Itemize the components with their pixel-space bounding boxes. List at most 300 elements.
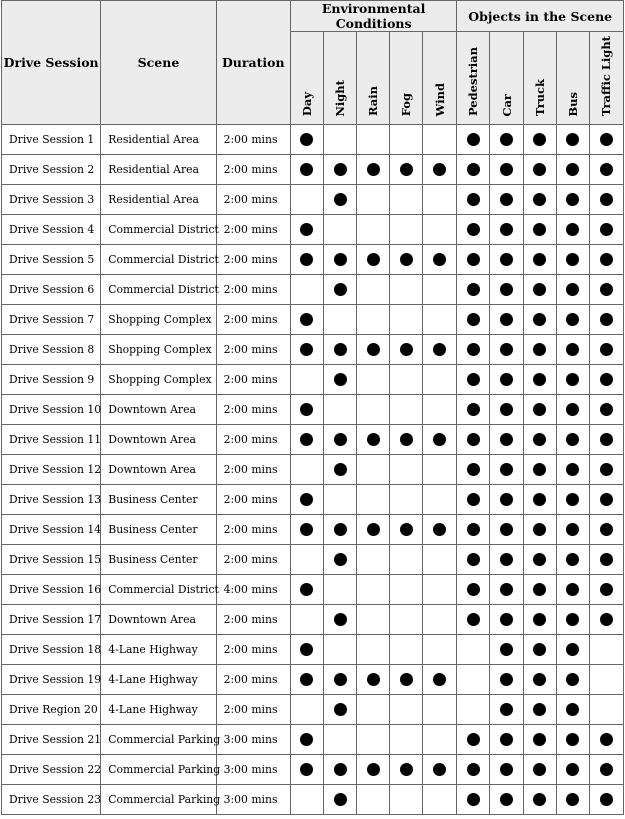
header-condition-day: [290, 32, 323, 125]
cell-condition-day: [290, 575, 323, 605]
filled-dot-icon: [467, 763, 480, 776]
filled-dot-icon: [300, 253, 313, 266]
cell-object-bus: [556, 125, 589, 155]
filled-dot-icon: [533, 253, 546, 266]
cell-object-bus: [556, 245, 589, 275]
cell-object-pedestrian: [457, 395, 490, 425]
cell-object-traffic-light: [589, 545, 623, 575]
cell-condition-rain: [357, 335, 390, 365]
filled-dot-icon: [467, 433, 480, 446]
filled-dot-icon: [467, 793, 480, 806]
cell-object-pedestrian: [457, 125, 490, 155]
cell-object-pedestrian: [457, 785, 490, 815]
filled-dot-icon: [533, 703, 546, 716]
cell-object-pedestrian: [457, 335, 490, 365]
header-condition-night: [323, 32, 356, 125]
filled-dot-icon: [367, 343, 380, 356]
cell-object-truck: [523, 125, 556, 155]
cell-condition-day: [290, 245, 323, 275]
table-row: [2, 695, 624, 725]
cell-scene: Commercial District: [101, 245, 216, 275]
filled-dot-icon: [533, 193, 546, 206]
cell-condition-night: [323, 395, 356, 425]
filled-dot-icon: [400, 763, 413, 776]
cell-condition-rain: [357, 605, 390, 635]
cell-object-traffic-light: [589, 395, 623, 425]
filled-dot-icon: [433, 433, 446, 446]
filled-dot-icon: [533, 283, 546, 296]
cell-condition-wind: [423, 635, 457, 665]
cell-object-pedestrian: [457, 575, 490, 605]
cell-condition-night: [323, 155, 356, 185]
cell-condition-wind: [423, 485, 457, 515]
filled-dot-icon: [566, 343, 579, 356]
cell-object-bus: [556, 215, 589, 245]
cell-drive-session: Drive Session 17: [2, 605, 101, 635]
filled-dot-icon: [467, 253, 480, 266]
filled-dot-icon: [467, 223, 480, 236]
cell-object-traffic-light: [589, 275, 623, 305]
filled-dot-icon: [500, 643, 513, 656]
cell-scene: Commercial Parking: [101, 785, 216, 815]
filled-dot-icon: [300, 763, 313, 776]
cell-object-traffic-light: [589, 185, 623, 215]
cell-condition-night: [323, 335, 356, 365]
filled-dot-icon: [533, 613, 546, 626]
cell-object-traffic-light: [589, 455, 623, 485]
cell-scene: Commercial Parking: [101, 755, 216, 785]
header-object-traffic-light: [589, 32, 623, 125]
filled-dot-icon: [334, 463, 347, 476]
filled-dot-icon: [600, 553, 613, 566]
cell-drive-session: Drive Session 12: [2, 455, 101, 485]
cell-object-truck: [523, 155, 556, 185]
filled-dot-icon: [566, 733, 579, 746]
cell-condition-rain: [357, 695, 390, 725]
filled-dot-icon: [600, 493, 613, 506]
filled-dot-icon: [566, 703, 579, 716]
filled-dot-icon: [334, 703, 347, 716]
cell-condition-day: [290, 215, 323, 245]
cell-object-car: [490, 425, 523, 455]
filled-dot-icon: [566, 283, 579, 296]
filled-dot-icon: [533, 223, 546, 236]
cell-condition-fog: [390, 125, 423, 155]
cell-object-bus: [556, 155, 589, 185]
filled-dot-icon: [500, 613, 513, 626]
filled-dot-icon: [500, 313, 513, 326]
filled-dot-icon: [300, 403, 313, 416]
filled-dot-icon: [600, 193, 613, 206]
filled-dot-icon: [400, 163, 413, 176]
cell-condition-night: [323, 725, 356, 755]
cell-condition-wind: [423, 425, 457, 455]
cell-object-bus: [556, 335, 589, 365]
table-row: [2, 275, 624, 305]
cell-condition-rain: [357, 245, 390, 275]
cell-object-car: [490, 455, 523, 485]
cell-condition-night: [323, 245, 356, 275]
filled-dot-icon: [533, 673, 546, 686]
cell-object-car: [490, 575, 523, 605]
cell-condition-day: [290, 185, 323, 215]
table-row: [2, 185, 624, 215]
filled-dot-icon: [600, 133, 613, 146]
filled-dot-icon: [533, 133, 546, 146]
header-object-label: Car: [499, 93, 514, 117]
header-scene: Scene: [101, 1, 216, 125]
header-condition-wind: [423, 32, 457, 125]
cell-condition-fog: [390, 335, 423, 365]
cell-condition-wind: [423, 245, 457, 275]
filled-dot-icon: [433, 343, 446, 356]
cell-condition-rain: [357, 665, 390, 695]
cell-object-traffic-light: [589, 485, 623, 515]
cell-condition-fog: [390, 365, 423, 395]
filled-dot-icon: [500, 763, 513, 776]
filled-dot-icon: [566, 553, 579, 566]
cell-scene: Residential Area: [101, 155, 216, 185]
filled-dot-icon: [400, 433, 413, 446]
filled-dot-icon: [500, 223, 513, 236]
cell-condition-fog: [390, 275, 423, 305]
table-row: [2, 665, 624, 695]
cell-object-truck: [523, 185, 556, 215]
cell-duration: 2:00 mins: [216, 215, 290, 245]
filled-dot-icon: [433, 763, 446, 776]
cell-condition-wind: [423, 395, 457, 425]
cell-drive-session: Drive Session 6: [2, 275, 101, 305]
filled-dot-icon: [467, 583, 480, 596]
cell-object-bus: [556, 365, 589, 395]
filled-dot-icon: [533, 343, 546, 356]
cell-condition-night: [323, 455, 356, 485]
filled-dot-icon: [533, 643, 546, 656]
cell-condition-night: [323, 425, 356, 455]
filled-dot-icon: [533, 403, 546, 416]
filled-dot-icon: [300, 523, 313, 536]
cell-condition-night: [323, 755, 356, 785]
cell-object-truck: [523, 215, 556, 245]
filled-dot-icon: [433, 673, 446, 686]
cell-scene: Downtown Area: [101, 395, 216, 425]
cell-condition-night: [323, 365, 356, 395]
filled-dot-icon: [533, 763, 546, 776]
filled-dot-icon: [467, 733, 480, 746]
filled-dot-icon: [400, 673, 413, 686]
filled-dot-icon: [500, 403, 513, 416]
cell-object-car: [490, 515, 523, 545]
cell-object-pedestrian: [457, 245, 490, 275]
cell-scene: Residential Area: [101, 185, 216, 215]
filled-dot-icon: [566, 673, 579, 686]
filled-dot-icon: [467, 313, 480, 326]
cell-object-truck: [523, 605, 556, 635]
filled-dot-icon: [467, 553, 480, 566]
filled-dot-icon: [334, 373, 347, 386]
cell-object-pedestrian: [457, 155, 490, 185]
cell-object-truck: [523, 545, 556, 575]
filled-dot-icon: [467, 523, 480, 536]
header-object-label: Traffic Light: [599, 36, 614, 117]
filled-dot-icon: [334, 343, 347, 356]
filled-dot-icon: [500, 373, 513, 386]
cell-condition-day: [290, 605, 323, 635]
filled-dot-icon: [500, 523, 513, 536]
cell-condition-day: [290, 335, 323, 365]
cell-object-traffic-light: [589, 155, 623, 185]
header-objects-in-scene: Objects in the Scene: [457, 1, 624, 32]
header-duration: Duration: [216, 1, 290, 125]
cell-condition-rain: [357, 275, 390, 305]
cell-condition-night: [323, 125, 356, 155]
cell-condition-fog: [390, 215, 423, 245]
cell-condition-wind: [423, 725, 457, 755]
cell-duration: 2:00 mins: [216, 245, 290, 275]
cell-condition-fog: [390, 185, 423, 215]
filled-dot-icon: [500, 463, 513, 476]
cell-object-pedestrian: [457, 665, 490, 695]
filled-dot-icon: [300, 223, 313, 236]
filled-dot-icon: [500, 163, 513, 176]
header-object-truck: [523, 32, 556, 125]
cell-condition-rain: [357, 785, 390, 815]
table-row: [2, 515, 624, 545]
filled-dot-icon: [300, 493, 313, 506]
filled-dot-icon: [334, 793, 347, 806]
cell-object-bus: [556, 605, 589, 635]
header-object-car: [490, 32, 523, 125]
table-row: [2, 425, 624, 455]
filled-dot-icon: [600, 463, 613, 476]
cell-object-car: [490, 335, 523, 365]
cell-drive-session: Drive Region 20: [2, 695, 101, 725]
cell-duration: 2:00 mins: [216, 395, 290, 425]
cell-object-bus: [556, 455, 589, 485]
cell-object-traffic-light: [589, 515, 623, 545]
filled-dot-icon: [467, 193, 480, 206]
cell-duration: 2:00 mins: [216, 125, 290, 155]
cell-object-truck: [523, 755, 556, 785]
filled-dot-icon: [367, 253, 380, 266]
cell-object-traffic-light: [589, 785, 623, 815]
cell-condition-day: [290, 155, 323, 185]
cell-drive-session: Drive Session 18: [2, 635, 101, 665]
cell-duration: 4:00 mins: [216, 575, 290, 605]
cell-object-car: [490, 485, 523, 515]
cell-object-bus: [556, 485, 589, 515]
cell-drive-session: Drive Session 10: [2, 395, 101, 425]
filled-dot-icon: [500, 553, 513, 566]
filled-dot-icon: [533, 313, 546, 326]
header-object-label: Truck: [532, 79, 547, 117]
header-object-label: Pedestrian: [466, 47, 481, 117]
filled-dot-icon: [500, 733, 513, 746]
filled-dot-icon: [400, 343, 413, 356]
cell-condition-night: [323, 185, 356, 215]
cell-condition-wind: [423, 125, 457, 155]
cell-condition-fog: [390, 245, 423, 275]
cell-object-pedestrian: [457, 215, 490, 245]
cell-scene: Shopping Complex: [101, 365, 216, 395]
cell-condition-fog: [390, 455, 423, 485]
cell-scene: Downtown Area: [101, 425, 216, 455]
cell-condition-rain: [357, 575, 390, 605]
table-row: [2, 155, 624, 185]
table-row: [2, 245, 624, 275]
cell-condition-wind: [423, 515, 457, 545]
filled-dot-icon: [467, 493, 480, 506]
cell-object-truck: [523, 335, 556, 365]
table-row: [2, 785, 624, 815]
cell-condition-wind: [423, 155, 457, 185]
header-condition-label: Day: [299, 92, 314, 117]
cell-condition-day: [290, 515, 323, 545]
filled-dot-icon: [500, 433, 513, 446]
cell-object-truck: [523, 275, 556, 305]
filled-dot-icon: [600, 313, 613, 326]
cell-condition-night: [323, 515, 356, 545]
cell-object-truck: [523, 245, 556, 275]
cell-scene: Commercial Parking: [101, 725, 216, 755]
cell-condition-rain: [357, 515, 390, 545]
cell-object-truck: [523, 515, 556, 545]
cell-object-car: [490, 605, 523, 635]
filled-dot-icon: [533, 583, 546, 596]
cell-drive-session: Drive Session 5: [2, 245, 101, 275]
table-row: [2, 725, 624, 755]
table-header: [2, 1, 624, 125]
table-row: [2, 605, 624, 635]
filled-dot-icon: [500, 133, 513, 146]
filled-dot-icon: [467, 343, 480, 356]
cell-duration: 2:00 mins: [216, 665, 290, 695]
cell-duration: 2:00 mins: [216, 335, 290, 365]
cell-duration: 2:00 mins: [216, 605, 290, 635]
filled-dot-icon: [367, 523, 380, 536]
cell-object-car: [490, 245, 523, 275]
cell-drive-session: Drive Session 23: [2, 785, 101, 815]
cell-scene: Commercial District: [101, 215, 216, 245]
cell-object-truck: [523, 305, 556, 335]
cell-object-car: [490, 785, 523, 815]
filled-dot-icon: [400, 523, 413, 536]
filled-dot-icon: [600, 433, 613, 446]
filled-dot-icon: [334, 163, 347, 176]
cell-scene: 4-Lane Highway: [101, 695, 216, 725]
cell-condition-wind: [423, 545, 457, 575]
cell-object-bus: [556, 635, 589, 665]
header-condition-label: Wind: [432, 82, 447, 117]
cell-condition-fog: [390, 575, 423, 605]
cell-condition-day: [290, 665, 323, 695]
cell-condition-day: [290, 395, 323, 425]
table-body: [2, 125, 624, 815]
cell-object-truck: [523, 455, 556, 485]
cell-condition-night: [323, 215, 356, 245]
cell-condition-night: [323, 635, 356, 665]
cell-object-traffic-light: [589, 575, 623, 605]
cell-condition-rain: [357, 725, 390, 755]
cell-drive-session: Drive Session 11: [2, 425, 101, 455]
cell-scene: Business Center: [101, 515, 216, 545]
cell-condition-day: [290, 425, 323, 455]
filled-dot-icon: [400, 253, 413, 266]
cell-condition-fog: [390, 635, 423, 665]
table-row: [2, 125, 624, 155]
cell-condition-fog: [390, 695, 423, 725]
table-row: [2, 395, 624, 425]
filled-dot-icon: [500, 193, 513, 206]
header-object-pedestrian: [457, 32, 490, 125]
filled-dot-icon: [600, 253, 613, 266]
filled-dot-icon: [566, 613, 579, 626]
filled-dot-icon: [467, 463, 480, 476]
filled-dot-icon: [300, 163, 313, 176]
header-object-label: Bus: [565, 91, 580, 117]
cell-condition-night: [323, 545, 356, 575]
filled-dot-icon: [600, 283, 613, 296]
cell-object-traffic-light: [589, 365, 623, 395]
filled-dot-icon: [300, 583, 313, 596]
cell-scene: Business Center: [101, 485, 216, 515]
cell-object-pedestrian: [457, 185, 490, 215]
cell-drive-session: Drive Session 14: [2, 515, 101, 545]
cell-object-truck: [523, 425, 556, 455]
cell-object-car: [490, 755, 523, 785]
filled-dot-icon: [367, 763, 380, 776]
filled-dot-icon: [500, 673, 513, 686]
cell-object-bus: [556, 515, 589, 545]
cell-condition-wind: [423, 695, 457, 725]
cell-object-truck: [523, 365, 556, 395]
cell-object-pedestrian: [457, 305, 490, 335]
cell-condition-rain: [357, 425, 390, 455]
cell-object-truck: [523, 695, 556, 725]
header-environmental-conditions: Environmental Conditions: [290, 1, 457, 32]
cell-object-bus: [556, 755, 589, 785]
cell-object-bus: [556, 725, 589, 755]
cell-condition-wind: [423, 305, 457, 335]
filled-dot-icon: [600, 613, 613, 626]
cell-condition-day: [290, 785, 323, 815]
filled-dot-icon: [300, 673, 313, 686]
cell-condition-day: [290, 755, 323, 785]
table-row: [2, 485, 624, 515]
cell-object-truck: [523, 395, 556, 425]
cell-condition-rain: [357, 215, 390, 245]
cell-condition-wind: [423, 755, 457, 785]
cell-duration: 2:00 mins: [216, 365, 290, 395]
filled-dot-icon: [467, 403, 480, 416]
filled-dot-icon: [334, 193, 347, 206]
filled-dot-icon: [533, 493, 546, 506]
cell-drive-session: Drive Session 19: [2, 665, 101, 695]
header-drive-session: Drive Session: [2, 1, 101, 125]
filled-dot-icon: [600, 343, 613, 356]
cell-object-car: [490, 185, 523, 215]
cell-duration: 3:00 mins: [216, 755, 290, 785]
cell-condition-fog: [390, 755, 423, 785]
filled-dot-icon: [600, 403, 613, 416]
cell-condition-night: [323, 785, 356, 815]
cell-object-bus: [556, 305, 589, 335]
cell-object-car: [490, 545, 523, 575]
cell-scene: Downtown Area: [101, 455, 216, 485]
cell-condition-wind: [423, 335, 457, 365]
cell-condition-fog: [390, 725, 423, 755]
cell-scene: Commercial District: [101, 575, 216, 605]
